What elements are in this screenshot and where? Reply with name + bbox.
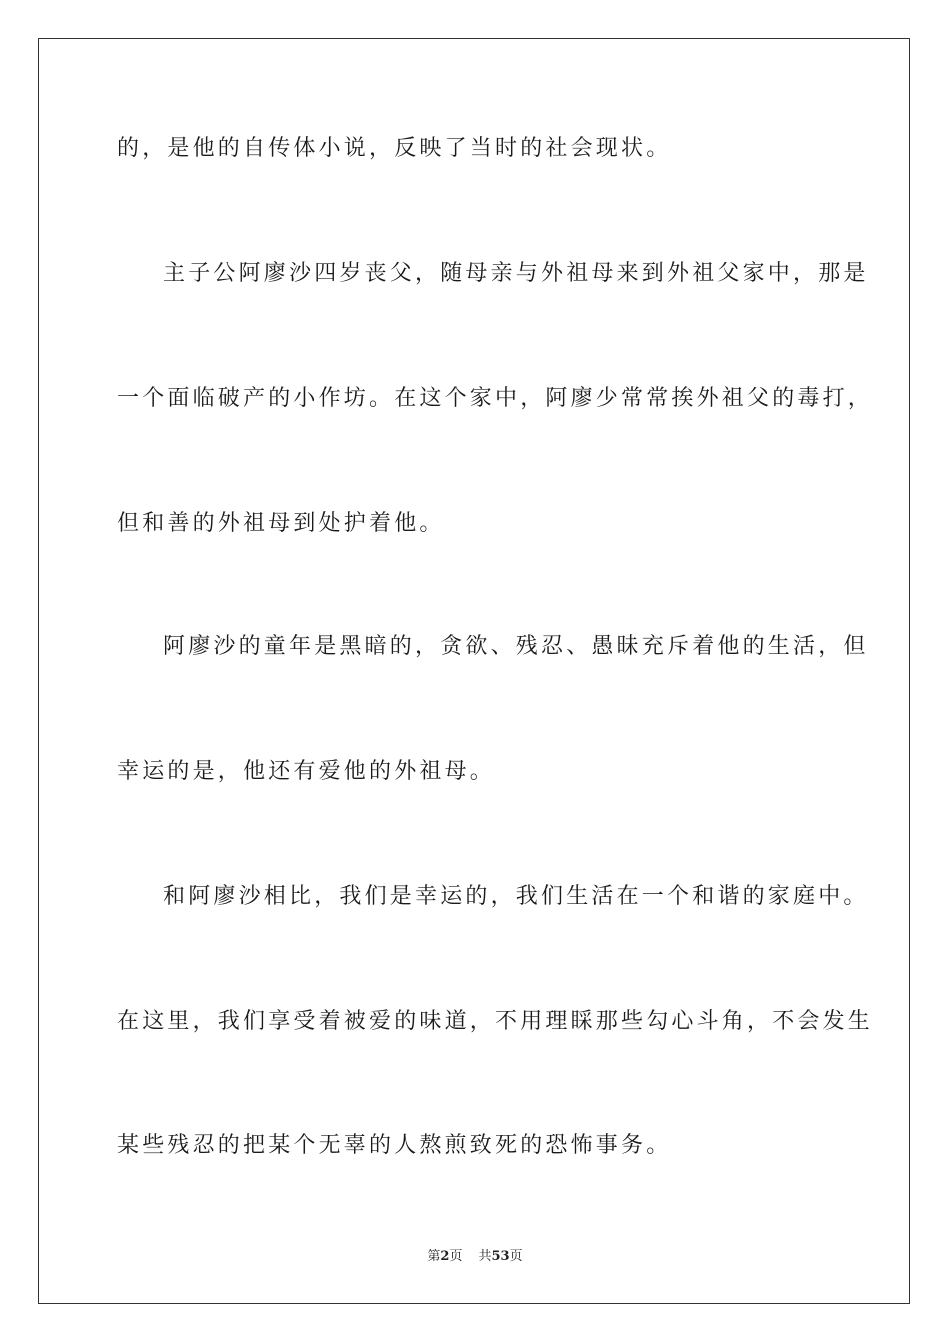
- paragraph-line-8: 在这里，我们享受着被爱的味道，不用理睬那些勾心斗角，不会发生: [117, 1009, 874, 1034]
- paragraph-line-4: 但和善的外祖母到处护着他。: [117, 511, 445, 536]
- paragraph-line-5: 阿廖沙的童年是黑暗的，贪欲、残忍、愚昧充斥着他的生活，但: [163, 634, 869, 659]
- paragraph-line-1: 的，是他的自传体小说，反映了当时的社会现状。: [117, 136, 672, 161]
- total-prefix: 共: [478, 1249, 492, 1264]
- total-page-count: 53: [491, 1249, 510, 1264]
- page-border: [38, 38, 910, 1304]
- paragraph-line-2: 主子公阿廖沙四岁丧父，随母亲与外祖母来到外祖父家中，那是: [163, 261, 869, 286]
- paragraph-line-7: 和阿廖沙相比，我们是幸运的，我们生活在一个和谐的家庭中。: [163, 884, 869, 909]
- current-page-number: 2: [440, 1249, 450, 1264]
- page-footer: [0, 1248, 950, 1266]
- total-suffix: 页: [509, 1249, 523, 1264]
- paragraph-line-6: 幸运的是，他还有爱他的外祖母。: [117, 759, 496, 784]
- page-suffix: 页: [449, 1249, 463, 1264]
- paragraph-line-9: 某些残忍的把某个无辜的人熬煎致死的恐怖事务。: [117, 1133, 672, 1158]
- paragraph-line-3: 一个面临破产的小作坊。在这个家中，阿廖少常常挨外祖父的毒打，: [117, 386, 874, 411]
- page-prefix: 第: [427, 1249, 441, 1264]
